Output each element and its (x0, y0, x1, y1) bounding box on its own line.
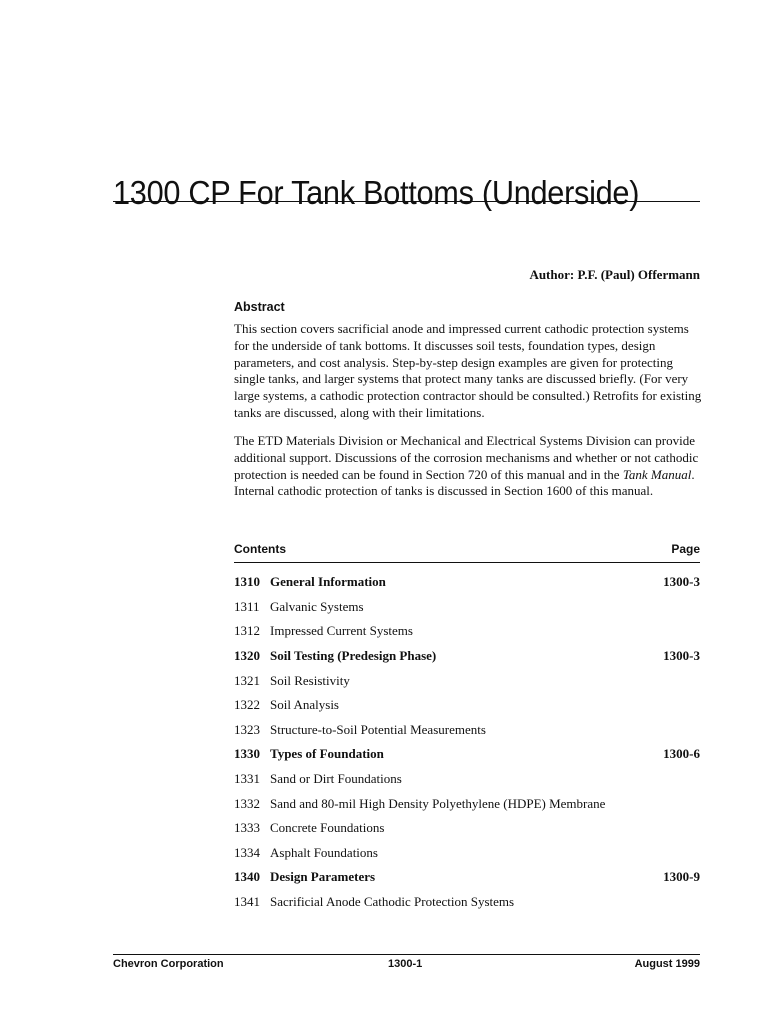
toc-subsection-row (234, 619, 700, 644)
toc-page-number: 1300-3 (663, 648, 700, 664)
footer-page-number: 1300-1 (388, 958, 423, 970)
toc-section-number: 1340 (234, 869, 260, 885)
contents-divider (234, 562, 700, 563)
toc-section-title: Types of Foundation (270, 746, 384, 762)
toc-section-title: Asphalt Foundations (270, 844, 378, 860)
abstract-paragraph-2-text-a: The ETD Materials Division or Mechanical and Electrical Systems Division can provide additional support. Discussions of the corrosion mechanisms and whether or not cathodic protection is needed can be found in Section 720 of this manual and in the (234, 433, 699, 482)
toc-section-title: Impressed Current Systems (270, 623, 413, 639)
abstract-paragraph-1: This section covers sacrificial anode and impressed current cathodic protection systems for the underside of tank bottoms. It discusses soil tests, foundation types, design parameters, and cost analysis. Step-by-step design examples are given for protecting single tanks, and larger systems that protect many tanks are discussed briefly. (For very large systems, a cathodic protection contractor should be consulted.) Retrofits for existing tanks are discussed, along with their limitations. (234, 321, 702, 420)
footer-company: Chevron Corporation (113, 958, 224, 970)
toc-section-number: 1332 (234, 795, 260, 811)
contents-heading: Contents (234, 542, 286, 556)
toc-page-number: 1300-9 (663, 869, 700, 885)
toc-section-number: 1330 (234, 746, 260, 762)
toc-section-number: 1311 (234, 598, 260, 614)
toc-section-row (234, 644, 700, 669)
title-divider (113, 201, 700, 202)
toc-section-number: 1333 (234, 820, 260, 836)
toc-section-title: Soil Analysis (270, 697, 339, 713)
abstract-heading: Abstract (234, 300, 285, 314)
toc-section-title: Soil Resistivity (270, 672, 350, 688)
page-title: 1300 CP For Tank Bottoms (Underside) (113, 174, 640, 212)
contents-header (234, 542, 700, 556)
toc-section-title: Galvanic Systems (270, 598, 364, 614)
toc-section-title: Sand or Dirt Foundations (270, 771, 402, 787)
abstract-paragraph-2-text-b: . Internal cathodic protection of tanks is discussed in Section 1600 of this manual. (234, 466, 695, 499)
footer-date: August 1999 (634, 958, 700, 970)
toc-section-number: 1310 (234, 574, 260, 590)
toc-section-number: 1323 (234, 721, 260, 737)
toc-subsection-row (234, 841, 700, 866)
footer-divider (113, 954, 700, 955)
toc-page-number: 1300-6 (663, 746, 700, 762)
toc-subsection-row (234, 595, 700, 620)
toc-section-title: Structure-to-Soil Potential Measurements (270, 721, 486, 737)
table-of-contents (234, 570, 700, 914)
toc-section-title: Soil Testing (Predesign Phase) (270, 648, 437, 664)
toc-section-title: Sand and 80-mil High Density Polyethylene (HDPE) Membrane (270, 795, 606, 811)
toc-section-number: 1322 (234, 697, 260, 713)
toc-section-number: 1320 (234, 648, 260, 664)
toc-section-number: 1341 (234, 894, 260, 910)
toc-section-number: 1321 (234, 672, 260, 688)
toc-section-row (234, 570, 700, 595)
toc-subsection-row (234, 718, 700, 743)
toc-subsection-row (234, 890, 700, 915)
toc-section-title: General Information (270, 574, 386, 590)
toc-subsection-row (234, 791, 700, 816)
toc-section-row (234, 865, 700, 890)
page-column-heading: Page (671, 542, 700, 556)
toc-subsection-row (234, 767, 700, 792)
toc-section-number: 1334 (234, 844, 260, 860)
toc-subsection-row (234, 668, 700, 693)
toc-section-title: Sacrificial Anode Cathodic Protection Systems (270, 894, 515, 910)
toc-section-number: 1331 (234, 771, 260, 787)
abstract-paragraph-2 (234, 433, 702, 500)
tank-manual-reference: Tank Manual (622, 466, 692, 482)
toc-subsection-row (234, 816, 700, 841)
toc-section-number: 1312 (234, 623, 260, 639)
toc-subsection-row (234, 693, 700, 718)
author-line: Author: P.F. (Paul) Offermann (529, 267, 700, 282)
toc-section-title: Design Parameters (270, 869, 376, 885)
toc-section-row (234, 742, 700, 767)
toc-section-title: Concrete Foundations (270, 820, 385, 836)
toc-page-number: 1300-3 (663, 574, 700, 590)
